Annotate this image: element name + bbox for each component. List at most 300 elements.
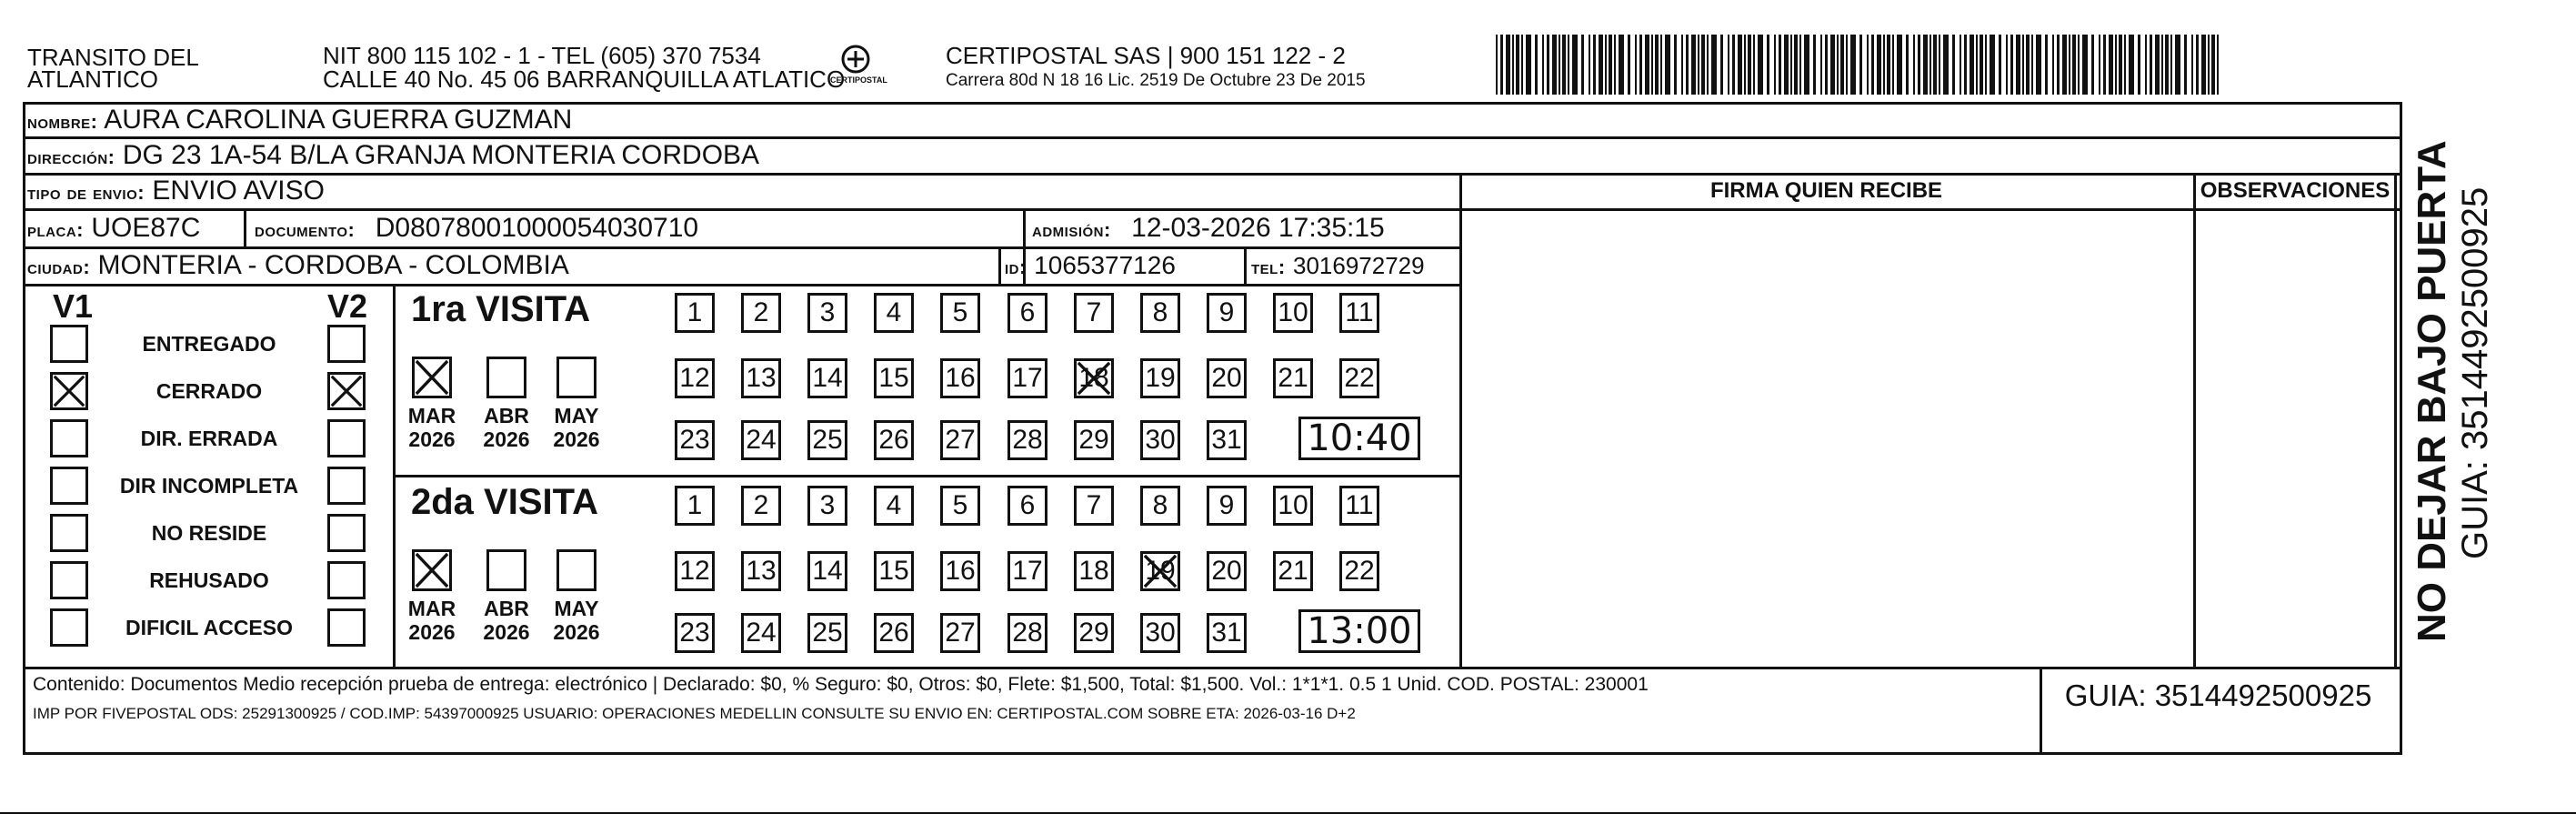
address-label: dirección: bbox=[27, 146, 115, 168]
day-number: 7 bbox=[1086, 297, 1102, 327]
barcode-bar bbox=[1681, 35, 1683, 95]
day-box[interactable] bbox=[1207, 486, 1247, 526]
day-box[interactable] bbox=[1339, 293, 1379, 333]
month-name: MAR bbox=[407, 404, 456, 427]
barcode-bar bbox=[1779, 35, 1781, 95]
barcode-bar bbox=[1790, 35, 1792, 95]
day-box[interactable] bbox=[1207, 293, 1247, 333]
name-label: nombre: bbox=[27, 110, 98, 133]
barcode-bar bbox=[1952, 35, 1955, 95]
tel-label: tel: bbox=[1251, 256, 1286, 278]
barcode-bar bbox=[2036, 35, 2041, 95]
barcode-bar bbox=[1850, 35, 1856, 95]
month-checkbox[interactable] bbox=[486, 357, 526, 398]
plate-row bbox=[27, 210, 200, 248]
barcode-bar bbox=[1581, 35, 1584, 95]
day-number: 5 bbox=[952, 297, 968, 327]
day-box[interactable] bbox=[675, 420, 715, 460]
id-value: 1065377126 bbox=[1034, 251, 1176, 279]
barcode-bar bbox=[1568, 35, 1569, 95]
day-number: 20 bbox=[1211, 556, 1242, 586]
barcode-bar bbox=[2196, 35, 2199, 95]
sender-name-line1: TRANSITO DEL bbox=[27, 44, 199, 71]
month-year: 2026 bbox=[408, 427, 456, 451]
barcode-bar bbox=[1665, 35, 1670, 95]
footer-contents: Contenido: Documentos Medio recepción prueba de entrega: electrónico | Declarado: $0, % Seguro: $0, Otros: $0, Flete: $1,500, Total: $1,500. Vol.: 1*1*1. 0.5 1 Unid. COD. POSTAL: 230001 bbox=[33, 674, 1649, 695]
barcode-bar bbox=[1628, 35, 1630, 95]
day-number: 16 bbox=[945, 556, 976, 586]
day-box[interactable] bbox=[1007, 358, 1047, 398]
day-box[interactable] bbox=[1074, 420, 1114, 460]
day-number: 23 bbox=[679, 618, 710, 648]
handwritten-x-mark bbox=[415, 359, 449, 396]
barcode-bar bbox=[1521, 35, 1523, 95]
side-guide: GUIA: 3514492500925 bbox=[2455, 186, 2495, 559]
barcode-bar bbox=[2109, 35, 2113, 95]
month-name: MAY bbox=[554, 597, 599, 620]
barcode-bar bbox=[1929, 35, 1931, 95]
day-box[interactable] bbox=[1140, 358, 1180, 398]
barcode-bar bbox=[2082, 35, 2088, 95]
day-box[interactable] bbox=[874, 420, 914, 460]
day-box[interactable] bbox=[1140, 551, 1180, 591]
barcode-bar bbox=[1877, 35, 1881, 95]
barcode-bar bbox=[1614, 35, 1616, 95]
barcode-bar bbox=[2031, 35, 2033, 95]
barcode-bar bbox=[2201, 35, 2206, 95]
day-box[interactable] bbox=[1140, 486, 1180, 526]
day-box[interactable] bbox=[874, 293, 914, 333]
day-box[interactable] bbox=[1207, 551, 1247, 591]
day-number: 21 bbox=[1278, 363, 1308, 393]
barcode-bar bbox=[2026, 35, 2030, 95]
month-year: 2026 bbox=[408, 620, 456, 644]
day-number: 7 bbox=[1086, 490, 1102, 520]
barcode-bar bbox=[2145, 35, 2147, 95]
barcode-bar bbox=[1707, 35, 1709, 95]
day-number: 26 bbox=[878, 618, 909, 648]
barcode-bar bbox=[2010, 35, 2013, 95]
month-label bbox=[400, 404, 464, 451]
day-box[interactable] bbox=[1007, 293, 1047, 333]
barcode-bar bbox=[1660, 35, 1662, 95]
day-number: 23 bbox=[679, 425, 710, 455]
barcode-bar bbox=[1559, 35, 1560, 95]
barcode-bar bbox=[2155, 35, 2160, 95]
plate-label: placa: bbox=[27, 218, 84, 241]
status-label: REHUSADO bbox=[149, 568, 269, 592]
barcode-bar bbox=[1728, 35, 1729, 95]
barcode-bar bbox=[2016, 35, 2020, 95]
certipostal-logo bbox=[830, 41, 887, 95]
barcode-bar bbox=[1871, 35, 1874, 95]
footer-guide: GUIA: 3514492500925 bbox=[2064, 678, 2372, 712]
side-warning: NO DEJAR BAJO PUERTA bbox=[2410, 140, 2454, 642]
day-number: 30 bbox=[1145, 425, 1176, 455]
barcode-bar bbox=[1923, 35, 1928, 95]
barcode-bar bbox=[1887, 35, 1890, 95]
day-number: 10 bbox=[1278, 297, 1308, 327]
day-box[interactable] bbox=[675, 293, 715, 333]
day-box[interactable] bbox=[940, 293, 980, 333]
barcode-bar bbox=[2150, 35, 2152, 95]
month-label bbox=[545, 404, 608, 451]
day-number: 16 bbox=[945, 363, 976, 393]
sender-name-line2: ATLANTICO bbox=[27, 65, 158, 93]
day-number: 18 bbox=[1078, 363, 1109, 393]
barcode-bar bbox=[1599, 35, 1603, 95]
city-row bbox=[27, 247, 569, 286]
shipping-type-label: tipo de envio: bbox=[27, 181, 145, 204]
day-number: 10 bbox=[1278, 490, 1308, 520]
day-number: 25 bbox=[812, 425, 843, 455]
barcode-bar bbox=[2103, 35, 2106, 95]
month-label bbox=[400, 597, 464, 644]
document-row bbox=[255, 210, 698, 248]
city-value: MONTERIA - CORDOBA - COLOMBIA bbox=[97, 250, 569, 280]
barcode-bar bbox=[1635, 35, 1637, 95]
barcode-bar bbox=[1552, 35, 1557, 95]
barcode-bar bbox=[1562, 35, 1566, 95]
day-box[interactable] bbox=[940, 486, 980, 526]
barcode-bar bbox=[1767, 35, 1769, 95]
day-number: 28 bbox=[1012, 618, 1043, 648]
day-box[interactable] bbox=[1007, 420, 1047, 460]
barcode-bar bbox=[1651, 35, 1653, 95]
day-box[interactable] bbox=[874, 551, 914, 591]
signature-header: FIRMA QUIEN RECIBE bbox=[1709, 178, 1943, 203]
day-number: 15 bbox=[878, 363, 909, 393]
day-box[interactable] bbox=[1273, 551, 1313, 591]
day-number: 19 bbox=[1145, 363, 1176, 393]
day-number: 1 bbox=[687, 490, 703, 520]
barcode-bar bbox=[1496, 35, 1498, 95]
day-number: 31 bbox=[1211, 618, 1242, 648]
id-row bbox=[1005, 247, 1176, 286]
barcode-bar bbox=[1964, 35, 1967, 95]
recipient-name-row bbox=[27, 102, 572, 140]
day-box[interactable] bbox=[1207, 358, 1247, 398]
barcode-bar bbox=[1820, 35, 1822, 95]
day-number: 9 bbox=[1218, 297, 1235, 327]
barcode-bar bbox=[1547, 35, 1549, 95]
barcode-bar bbox=[1859, 35, 1862, 95]
carrier-license: Carrera 80d N 18 16 Lic. 2519 De Octubre 23 De 2015 bbox=[946, 71, 1366, 90]
day-number: 17 bbox=[1012, 556, 1043, 586]
month-label bbox=[475, 597, 538, 644]
footer-imp: IMP POR FIVEPOSTAL ODS: 25291300925 / COD.IMP: 54397000925 USUARIO: OPERACIONES MEDELLIN CONSULTE SU ENVIO EN: CERTIPOSTAL.COM SOBRE ETA: 2026-03-16 D+2 bbox=[33, 705, 1356, 722]
barcode bbox=[1496, 35, 2219, 95]
shipping-type-row bbox=[27, 173, 325, 211]
day-box[interactable] bbox=[1140, 293, 1180, 333]
barcode-bar bbox=[1976, 35, 1978, 95]
day-number: 11 bbox=[1345, 490, 1374, 520]
day-box[interactable] bbox=[741, 486, 781, 526]
barcode-bar bbox=[2062, 35, 2067, 95]
barcode-bar bbox=[1970, 35, 1974, 95]
day-number: 29 bbox=[1078, 425, 1109, 455]
barcode-bar bbox=[1840, 35, 1844, 95]
day-box[interactable] bbox=[807, 486, 847, 526]
id-label: id: bbox=[1005, 256, 1027, 278]
day-box[interactable] bbox=[807, 293, 847, 333]
barcode-bar bbox=[2211, 35, 2215, 95]
status-label: DIR. ERRADA bbox=[140, 427, 278, 450]
barcode-bar bbox=[1639, 35, 1642, 95]
barcode-bar bbox=[2191, 35, 2193, 95]
barcode-bar bbox=[2052, 35, 2054, 95]
handwritten-x-mark bbox=[415, 552, 449, 588]
barcode-bar bbox=[1774, 35, 1776, 95]
barcode-bar bbox=[1720, 35, 1723, 95]
barcode-bar bbox=[1605, 35, 1607, 95]
day-box[interactable] bbox=[1339, 551, 1379, 591]
day-box[interactable] bbox=[1140, 420, 1180, 460]
barcode-bar bbox=[1655, 35, 1659, 95]
barcode-bar bbox=[2175, 35, 2180, 95]
day-number: 15 bbox=[878, 556, 909, 586]
day-box[interactable] bbox=[1074, 551, 1114, 591]
barcode-bar bbox=[1897, 35, 1902, 95]
barcode-bar bbox=[2045, 35, 2048, 95]
day-number: 8 bbox=[1152, 490, 1168, 520]
day-box[interactable] bbox=[1140, 613, 1180, 653]
barcode-bar bbox=[1980, 35, 1983, 95]
day-box[interactable] bbox=[741, 551, 781, 591]
status-label: CERRADO bbox=[155, 379, 263, 403]
document-value: D08078001000054030710 bbox=[375, 213, 699, 243]
day-box[interactable] bbox=[741, 358, 781, 398]
day-number: 21 bbox=[1278, 556, 1308, 586]
month-checkbox[interactable] bbox=[486, 549, 526, 591]
barcode-bar bbox=[1892, 35, 1894, 95]
status-label: NO RESIDE bbox=[151, 521, 267, 545]
day-number: 4 bbox=[886, 490, 902, 520]
barcode-bar bbox=[1506, 35, 1510, 95]
document-label: documento: bbox=[255, 218, 356, 241]
barcode-bar bbox=[1985, 35, 1987, 95]
sender-nit: NIT 800 115 102 - 1 - TEL (605) 370 7534 bbox=[323, 42, 761, 69]
day-box[interactable] bbox=[675, 613, 715, 653]
barcode-bar bbox=[1837, 35, 1839, 95]
day-number: 24 bbox=[746, 618, 777, 648]
day-box[interactable] bbox=[874, 486, 914, 526]
day-number: 9 bbox=[1218, 490, 1235, 520]
day-box[interactable] bbox=[675, 358, 715, 398]
tel-value: 3016972729 bbox=[1293, 252, 1425, 279]
barcode-bar bbox=[1804, 35, 1809, 95]
day-box[interactable] bbox=[1074, 613, 1114, 653]
barcode-bar bbox=[1999, 35, 2001, 95]
admission-row bbox=[1032, 210, 1385, 248]
day-number: 24 bbox=[746, 425, 777, 455]
day-number: 31 bbox=[1211, 425, 1242, 455]
month-checkbox[interactable] bbox=[556, 549, 596, 591]
day-number: 22 bbox=[1344, 363, 1375, 393]
barcode-bar bbox=[1619, 35, 1624, 95]
barcode-bar bbox=[1758, 35, 1763, 95]
day-number: 4 bbox=[886, 297, 902, 327]
barcode-bar bbox=[1535, 35, 1538, 95]
barcode-bar bbox=[2119, 35, 2122, 95]
barcode-bar bbox=[1738, 35, 1742, 95]
barcode-bar bbox=[1516, 35, 1519, 95]
v1-header: V1 bbox=[53, 287, 94, 325]
day-box[interactable] bbox=[1007, 551, 1047, 591]
handwritten-time: 13:00 bbox=[1298, 609, 1420, 653]
day-box[interactable] bbox=[807, 613, 847, 653]
day-number: 27 bbox=[945, 425, 976, 455]
barcode-bar bbox=[1990, 35, 1995, 95]
month-name: ABR bbox=[484, 597, 529, 620]
day-box[interactable] bbox=[874, 613, 914, 653]
month-year: 2026 bbox=[483, 620, 530, 644]
day-number: 8 bbox=[1152, 297, 1168, 327]
day-number: 3 bbox=[819, 490, 836, 520]
recipient-address-row bbox=[27, 137, 759, 176]
day-box[interactable] bbox=[940, 613, 980, 653]
barcode-bar bbox=[2208, 35, 2210, 95]
day-box[interactable] bbox=[741, 420, 781, 460]
day-number: 1 bbox=[687, 297, 703, 327]
day-number: 13 bbox=[746, 363, 777, 393]
barcode-bar bbox=[1784, 35, 1789, 95]
day-number: 22 bbox=[1344, 556, 1375, 586]
day-number: 30 bbox=[1145, 618, 1176, 648]
day-box[interactable] bbox=[1273, 486, 1313, 526]
day-box[interactable] bbox=[807, 358, 847, 398]
day-box[interactable] bbox=[675, 486, 715, 526]
month-checkbox[interactable] bbox=[412, 357, 452, 398]
admission-value: 12-03-2026 17:35:15 bbox=[1131, 213, 1385, 243]
barcode-bar bbox=[1593, 35, 1596, 95]
day-number: 11 bbox=[1345, 297, 1374, 327]
plate-value: UOE87C bbox=[91, 213, 201, 243]
day-box[interactable] bbox=[1007, 486, 1047, 526]
day-box[interactable] bbox=[1339, 358, 1379, 398]
barcode-bar bbox=[2184, 35, 2187, 95]
day-number: 12 bbox=[679, 556, 710, 586]
barcode-bar bbox=[1542, 35, 1544, 95]
day-box[interactable] bbox=[1273, 293, 1313, 333]
barcode-bar bbox=[1691, 35, 1696, 95]
barcode-bar bbox=[1698, 35, 1699, 95]
day-box[interactable] bbox=[940, 551, 980, 591]
barcode-bar bbox=[2006, 35, 2008, 95]
day-box[interactable] bbox=[940, 420, 980, 460]
barcode-bar bbox=[1799, 35, 1801, 95]
handwritten-time: 10:40 bbox=[1298, 417, 1420, 460]
day-number: 14 bbox=[812, 363, 843, 393]
day-box[interactable] bbox=[1207, 420, 1247, 460]
barcode-bar bbox=[1813, 35, 1816, 95]
barcode-bar bbox=[2124, 35, 2126, 95]
logo-text: CERTIPOSTAL bbox=[830, 75, 887, 85]
barcode-bar bbox=[1960, 35, 1961, 95]
barcode-bar bbox=[1572, 35, 1578, 95]
month-checkbox[interactable] bbox=[556, 357, 596, 398]
day-box[interactable] bbox=[1074, 293, 1114, 333]
day-box[interactable] bbox=[1273, 358, 1313, 398]
address-value: DG 23 1A-54 B/LA GRANJA MONTERIA CORDOBA bbox=[122, 140, 760, 170]
barcode-bar bbox=[1794, 35, 1798, 95]
barcode-bar bbox=[1686, 35, 1689, 95]
day-number: 12 bbox=[679, 363, 710, 393]
barcode-bar bbox=[2057, 35, 2060, 95]
month-name: MAR bbox=[407, 597, 456, 620]
barcode-bar bbox=[1867, 35, 1869, 95]
day-number: 27 bbox=[945, 618, 976, 648]
day-number: 19 bbox=[1145, 556, 1176, 586]
barcode-bar bbox=[1645, 35, 1649, 95]
barcode-bar bbox=[2099, 35, 2100, 95]
barcode-bar bbox=[2072, 35, 2076, 95]
day-box[interactable] bbox=[807, 420, 847, 460]
status-label: ENTREGADO bbox=[142, 332, 276, 356]
day-number: 14 bbox=[812, 556, 843, 586]
day-box[interactable] bbox=[1339, 486, 1379, 526]
barcode-bar bbox=[1906, 35, 1909, 95]
month-year: 2026 bbox=[483, 427, 530, 451]
month-checkbox[interactable] bbox=[412, 549, 452, 591]
barcode-bar bbox=[2217, 35, 2219, 95]
day-box[interactable] bbox=[1074, 486, 1114, 526]
status-label: DIFICIL ACCESO bbox=[125, 616, 293, 639]
visit-title: 2da VISITA bbox=[411, 482, 598, 522]
day-box[interactable] bbox=[741, 293, 781, 333]
month-name: ABR bbox=[484, 404, 529, 427]
barcode-bar bbox=[2115, 35, 2117, 95]
day-number: 29 bbox=[1078, 618, 1109, 648]
day-box[interactable] bbox=[675, 551, 715, 591]
barcode-bar bbox=[1526, 35, 1531, 95]
day-box[interactable] bbox=[940, 358, 980, 398]
barcode-bar bbox=[1512, 35, 1514, 95]
barcode-bar bbox=[1609, 35, 1612, 95]
day-box[interactable] bbox=[874, 358, 914, 398]
barcode-bar bbox=[1732, 35, 1735, 95]
barcode-bar bbox=[2138, 35, 2140, 95]
day-number: 2 bbox=[753, 297, 769, 327]
barcode-bar bbox=[1913, 35, 1915, 95]
barcode-bar bbox=[2069, 35, 2070, 95]
day-number: 6 bbox=[1019, 297, 1036, 327]
barcode-bar bbox=[1933, 35, 1937, 95]
barcode-bar bbox=[1701, 35, 1705, 95]
day-box[interactable] bbox=[807, 551, 847, 591]
barcode-bar bbox=[1744, 35, 1746, 95]
day-number: 13 bbox=[746, 556, 777, 586]
shipping-type-value: ENVIO AVISO bbox=[152, 176, 325, 206]
day-number: 26 bbox=[878, 425, 909, 455]
day-box[interactable] bbox=[741, 613, 781, 653]
day-number: 28 bbox=[1012, 425, 1043, 455]
barcode-bar bbox=[1748, 35, 1751, 95]
barcode-bar bbox=[1500, 35, 1503, 95]
month-label bbox=[475, 404, 538, 451]
barcode-bar bbox=[1918, 35, 1920, 95]
status-label: DIR INCOMPLETA bbox=[119, 474, 299, 497]
month-year: 2026 bbox=[553, 427, 600, 451]
day-box[interactable] bbox=[1007, 613, 1047, 653]
day-box[interactable] bbox=[1074, 358, 1114, 398]
name-value: AURA CAROLINA GUERRA GUZMAN bbox=[104, 105, 573, 135]
day-box[interactable] bbox=[1207, 613, 1247, 653]
barcode-bar bbox=[1753, 35, 1755, 95]
barcode-bar bbox=[1883, 35, 1885, 95]
bottom-rule bbox=[0, 812, 2576, 814]
barcode-bar bbox=[2129, 35, 2134, 95]
